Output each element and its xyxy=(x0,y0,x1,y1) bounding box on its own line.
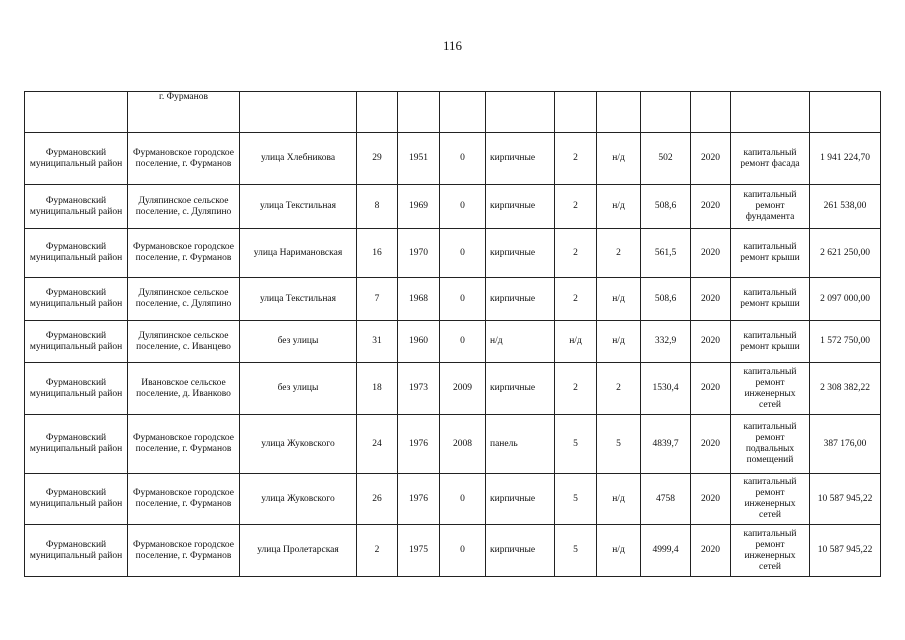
cell-settlement: Фурмановское городское поселение, г. Фурманов xyxy=(128,415,240,474)
cell-house xyxy=(357,92,398,133)
cell-street: улица Жуковского xyxy=(240,474,357,525)
cell-house: 31 xyxy=(357,321,398,363)
cell-district: Фурмановский муниципальный район xyxy=(25,525,128,577)
cell-street: улица Наримановская xyxy=(240,229,357,278)
table-row xyxy=(25,133,881,185)
cell-wall: кирпичные xyxy=(486,229,555,278)
cell-house: 7 xyxy=(357,278,398,321)
cell-entrances xyxy=(597,92,641,133)
cell-year-repair: 2009 xyxy=(440,363,486,415)
table-row xyxy=(25,474,881,525)
cell-floors: 2 xyxy=(555,185,597,229)
cell-street: без улицы xyxy=(240,321,357,363)
cell-work: капитальный ремонт подвальных помещений xyxy=(731,415,810,474)
cell-plan-year: 2020 xyxy=(691,185,731,229)
cell-year-repair: 0 xyxy=(440,185,486,229)
table-row xyxy=(25,415,881,474)
cell-wall: кирпичные xyxy=(486,278,555,321)
table-row xyxy=(25,321,881,363)
cell-work xyxy=(731,92,810,133)
table-row-continuation xyxy=(25,92,881,133)
cell-year-built xyxy=(398,92,440,133)
cell-work: капитальный ремонт инженерных сетей xyxy=(731,363,810,415)
cell-plan-year: 2020 xyxy=(691,229,731,278)
cell-year-built: 1973 xyxy=(398,363,440,415)
cell-area: 561,5 xyxy=(641,229,691,278)
cell-cost xyxy=(810,92,881,133)
table-row xyxy=(25,185,881,229)
repair-program-table xyxy=(24,91,881,577)
cell-settlement: Дуляпинское сельское поселение, с. Дуляпино xyxy=(128,278,240,321)
cell-entrances: н/д xyxy=(597,185,641,229)
cell-plan-year xyxy=(691,92,731,133)
cell-year-built: 1975 xyxy=(398,525,440,577)
cell-plan-year: 2020 xyxy=(691,133,731,185)
cell-house: 29 xyxy=(357,133,398,185)
cell-street: улица Хлебникова xyxy=(240,133,357,185)
cell-district: Фурмановский муниципальный район xyxy=(25,363,128,415)
cell-year-built: 1951 xyxy=(398,133,440,185)
cell-entrances: н/д xyxy=(597,321,641,363)
cell-area: 508,6 xyxy=(641,185,691,229)
cell-area: 508,6 xyxy=(641,278,691,321)
cell-settlement: Дуляпинское сельское поселение, с. Дуляпино xyxy=(128,185,240,229)
cell-work: капитальный ремонт инженерных сетей xyxy=(731,474,810,525)
cell-year-repair: 2008 xyxy=(440,415,486,474)
page-number: 116 xyxy=(442,38,463,53)
cell-cost: 10 587 945,22 xyxy=(810,525,881,577)
cell-house: 2 xyxy=(357,525,398,577)
cell-year-built: 1976 xyxy=(398,415,440,474)
cell-year-repair: 0 xyxy=(440,321,486,363)
cell-work: капитальный ремонт крыши xyxy=(731,278,810,321)
cell-year-repair: 0 xyxy=(440,525,486,577)
cell-entrances: 2 xyxy=(597,229,641,278)
cell-house: 18 xyxy=(357,363,398,415)
cell-area xyxy=(641,92,691,133)
cell-settlement: Фурмановское городское поселение, г. Фурманов xyxy=(128,525,240,577)
cell-wall: кирпичные xyxy=(486,185,555,229)
cell-settlement: Дуляпинское сельское поселение, с. Иванцево xyxy=(128,321,240,363)
cell-street: улица Текстильная xyxy=(240,185,357,229)
cell-settlement: Ивановское сельское поселение, д. Иванково xyxy=(128,363,240,415)
cell-street: улица Жуковского xyxy=(240,415,357,474)
cell-work: капитальный ремонт инженерных сетей xyxy=(731,525,810,577)
cell-entrances: н/д xyxy=(597,525,641,577)
cell-plan-year: 2020 xyxy=(691,525,731,577)
cell-floors: 5 xyxy=(555,474,597,525)
cell-work: капитальный ремонт крыши xyxy=(731,229,810,278)
cell-entrances: н/д xyxy=(597,474,641,525)
cell-area: 332,9 xyxy=(641,321,691,363)
cell-district: Фурмановский муниципальный район xyxy=(25,133,128,185)
table-row xyxy=(25,525,881,577)
cell-year-built: 1968 xyxy=(398,278,440,321)
cell-area: 4999,4 xyxy=(641,525,691,577)
cell-district xyxy=(25,92,128,133)
cell-house: 24 xyxy=(357,415,398,474)
cell-street: улица Текстильная xyxy=(240,278,357,321)
cell-settlement: г. Фурманов xyxy=(128,92,240,133)
cell-cost: 2 097 000,00 xyxy=(810,278,881,321)
cell-wall: кирпичные xyxy=(486,525,555,577)
cell-settlement: Фурмановское городское поселение, г. Фурманов xyxy=(128,133,240,185)
cell-floors: 5 xyxy=(555,415,597,474)
table-row xyxy=(25,278,881,321)
cell-wall xyxy=(486,92,555,133)
cell-district: Фурмановский муниципальный район xyxy=(25,185,128,229)
cell-entrances: н/д xyxy=(597,133,641,185)
cell-floors: 2 xyxy=(555,363,597,415)
cell-area: 4758 xyxy=(641,474,691,525)
cell-area: 4839,7 xyxy=(641,415,691,474)
cell-floors: н/д xyxy=(555,321,597,363)
cell-floors: 2 xyxy=(555,133,597,185)
cell-plan-year: 2020 xyxy=(691,474,731,525)
cell-street xyxy=(240,92,357,133)
cell-cost: 387 176,00 xyxy=(810,415,881,474)
cell-year-repair xyxy=(440,92,486,133)
cell-district: Фурмановский муниципальный район xyxy=(25,415,128,474)
cell-entrances: 2 xyxy=(597,363,641,415)
cell-entrances: 5 xyxy=(597,415,641,474)
cell-wall: панель xyxy=(486,415,555,474)
cell-house: 16 xyxy=(357,229,398,278)
cell-cost: 1 941 224,70 xyxy=(810,133,881,185)
cell-house: 8 xyxy=(357,185,398,229)
cell-street: улица Пролетарская xyxy=(240,525,357,577)
table-row xyxy=(25,363,881,415)
cell-year-repair: 0 xyxy=(440,474,486,525)
cell-entrances: н/д xyxy=(597,278,641,321)
table-row xyxy=(25,229,881,278)
cell-settlement: Фурмановское городское поселение, г. Фурманов xyxy=(128,229,240,278)
cell-cost: 261 538,00 xyxy=(810,185,881,229)
cell-house: 26 xyxy=(357,474,398,525)
cell-cost: 10 587 945,22 xyxy=(810,474,881,525)
cell-district: Фурмановский муниципальный район xyxy=(25,321,128,363)
cell-work: капитальный ремонт крыши xyxy=(731,321,810,363)
cell-area: 1530,4 xyxy=(641,363,691,415)
cell-year-repair: 0 xyxy=(440,278,486,321)
cell-year-repair: 0 xyxy=(440,133,486,185)
cell-area: 502 xyxy=(641,133,691,185)
cell-floors: 2 xyxy=(555,229,597,278)
cell-cost: 2 621 250,00 xyxy=(810,229,881,278)
cell-floors: 5 xyxy=(555,525,597,577)
cell-year-built: 1960 xyxy=(398,321,440,363)
cell-cost: 2 308 382,22 xyxy=(810,363,881,415)
cell-district: Фурмановский муниципальный район xyxy=(25,229,128,278)
cell-street: без улицы xyxy=(240,363,357,415)
cell-wall: н/д xyxy=(486,321,555,363)
cell-wall: кирпичные xyxy=(486,133,555,185)
cell-year-built: 1976 xyxy=(398,474,440,525)
cell-cost: 1 572 750,00 xyxy=(810,321,881,363)
cell-settlement: Фурмановское городское поселение, г. Фурманов xyxy=(128,474,240,525)
cell-district: Фурмановский муниципальный район xyxy=(25,278,128,321)
cell-work: капитальный ремонт фасада xyxy=(731,133,810,185)
cell-plan-year: 2020 xyxy=(691,363,731,415)
cell-year-built: 1969 xyxy=(398,185,440,229)
cell-plan-year: 2020 xyxy=(691,415,731,474)
cell-work: капитальный ремонт фундамента xyxy=(731,185,810,229)
cell-year-repair: 0 xyxy=(440,229,486,278)
cell-floors: 2 xyxy=(555,278,597,321)
cell-wall: кирпичные xyxy=(486,363,555,415)
cell-floors xyxy=(555,92,597,133)
cell-year-built: 1970 xyxy=(398,229,440,278)
cell-plan-year: 2020 xyxy=(691,278,731,321)
cell-plan-year: 2020 xyxy=(691,321,731,363)
cell-district: Фурмановский муниципальный район xyxy=(25,474,128,525)
cell-wall: кирпичные xyxy=(486,474,555,525)
